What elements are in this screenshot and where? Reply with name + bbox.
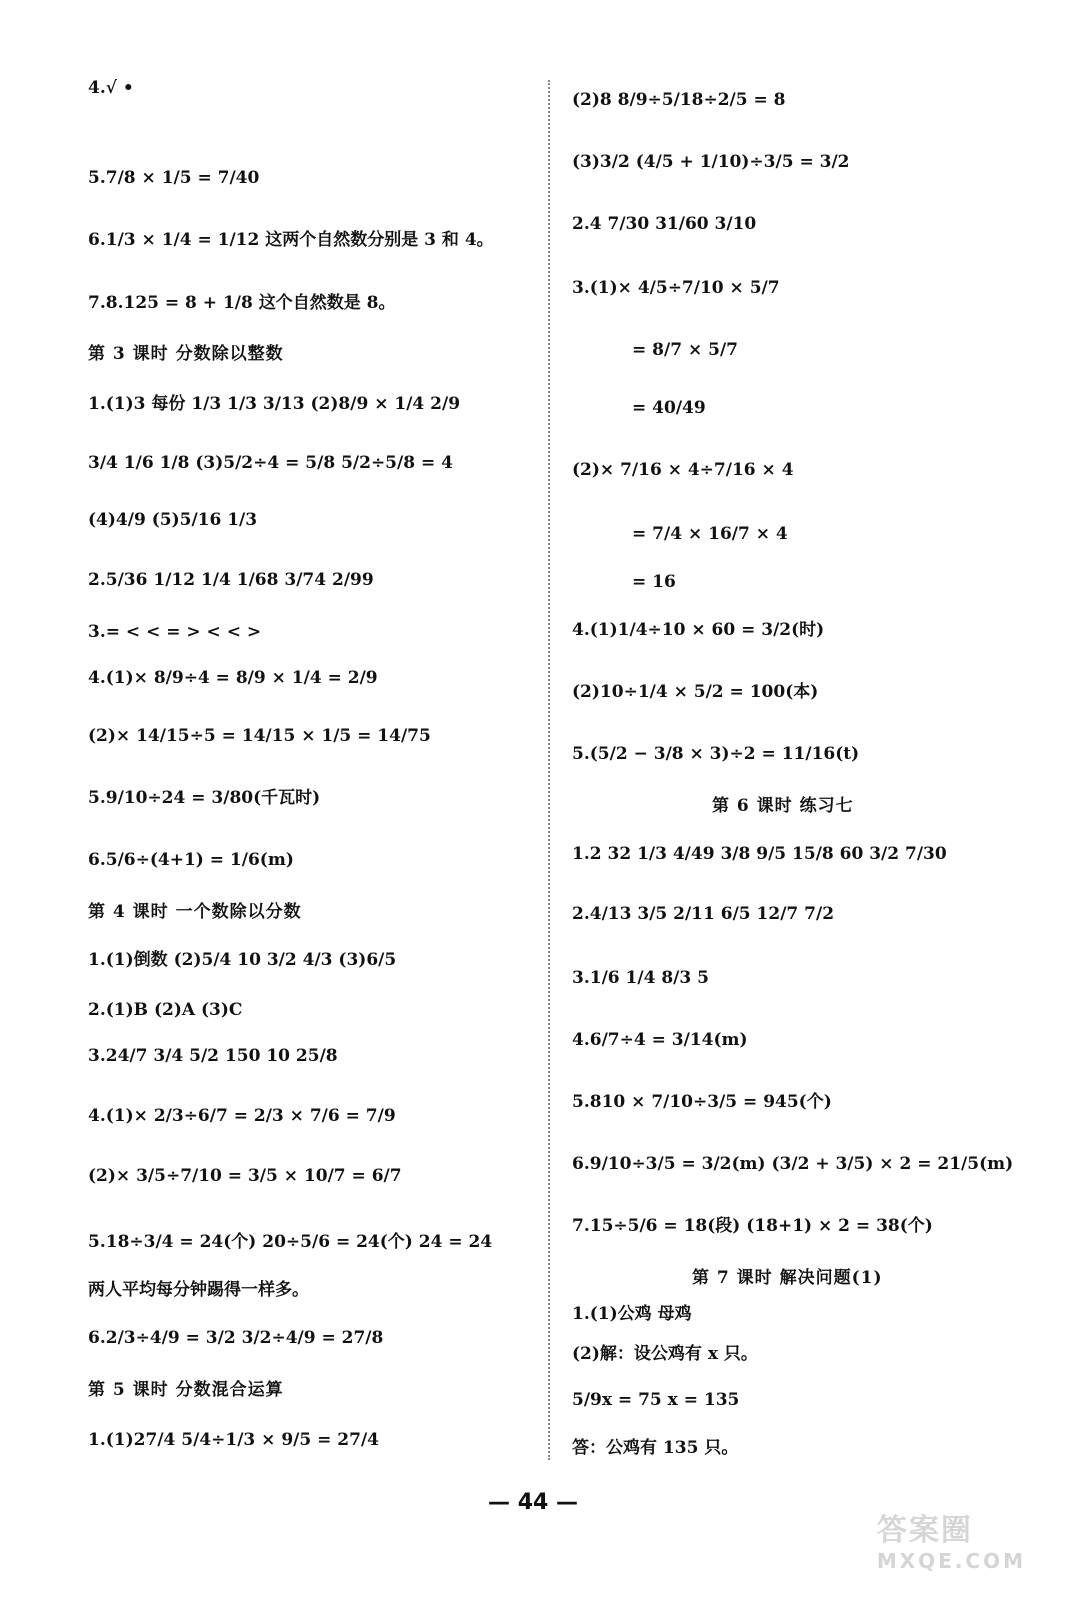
column-divider xyxy=(548,80,550,1460)
answer-line: 2.5/36 1/12 1/4 1/68 3/74 2/99 xyxy=(88,570,374,590)
answer-line: = 40/49 xyxy=(632,398,706,418)
answer-line: 3.24/7 3/4 5/2 150 10 25/8 xyxy=(88,1046,338,1066)
answer-line: 两人平均每分钟踢得一样多。 xyxy=(88,1280,309,1300)
answer-line: 6.5/6÷(4+1) = 1/6(m) xyxy=(88,850,294,870)
answer-line: 2.(1)B (2)A (3)C xyxy=(88,1000,243,1020)
answer-line: 2.4 7/30 31/60 3/10 xyxy=(572,214,757,234)
answer-line: 1.(1)倒数 (2)5/4 10 3/2 4/3 (3)6/5 xyxy=(88,950,397,970)
section-heading: 第 6 课时 练习七 xyxy=(712,796,854,816)
answer-line: 1.2 32 1/3 4/49 3/8 9/5 15/8 60 3/2 7/30 xyxy=(572,844,947,864)
answer-line: 4.(1)× 2/3÷6/7 = 2/3 × 7/6 = 7/9 xyxy=(88,1106,396,1126)
answer-line: 4.6/7÷4 = 3/14(m) xyxy=(572,1030,748,1050)
watermark-url: MXQE.COM xyxy=(876,1549,1026,1573)
answer-line: 5/9x = 75 x = 135 xyxy=(572,1390,740,1410)
answer-line: (2)× 14/15÷5 = 14/15 × 1/5 = 14/75 xyxy=(88,726,431,746)
answer-line: 3/4 1/6 1/8 (3)5/2÷4 = 5/8 5/2÷5/8 = 4 xyxy=(88,453,453,473)
answer-line: (2)× 7/16 × 4÷7/16 × 4 xyxy=(572,460,794,480)
answer-line: (2)× 3/5÷7/10 = 3/5 × 10/7 = 6/7 xyxy=(88,1166,402,1186)
answer-line: 1.(1)3 每份 1/3 1/3 3/13 (2)8/9 × 1/4 2/9 xyxy=(88,394,461,414)
answer-line: 4.(1)× 8/9÷4 = 8/9 × 1/4 = 2/9 xyxy=(88,668,378,688)
answer-line: 5.9/10÷24 = 3/80(千瓦时) xyxy=(88,788,321,808)
answer-line: 5.810 × 7/10÷3/5 = 945(个) xyxy=(572,1092,832,1112)
section-heading: 第 5 课时 分数混合运算 xyxy=(88,1380,284,1400)
answer-line: 5.(5/2 − 3/8 × 3)÷2 = 11/16(t) xyxy=(572,744,860,764)
answer-line: 3.(1)× 4/5÷7/10 × 5/7 xyxy=(572,278,780,298)
answer-line: 6.2/3÷4/9 = 3/2 3/2÷4/9 = 27/8 xyxy=(88,1328,384,1348)
answer-line: 5.7/8 × 1/5 = 7/40 xyxy=(88,168,260,188)
answer-line: 4.√ • xyxy=(88,78,134,98)
section-heading: 第 7 课时 解决问题(1) xyxy=(692,1268,883,1288)
section-heading: 第 4 课时 一个数除以分数 xyxy=(88,902,302,922)
answer-line: 7.15÷5/6 = 18(段) (18+1) × 2 = 38(个) xyxy=(572,1216,933,1236)
answer-line: 1.(1)27/4 5/4÷1/3 × 9/5 = 27/4 xyxy=(88,1430,379,1450)
watermark-text: 答案圈 xyxy=(876,1513,973,1548)
answer-line: (2)解：设公鸡有 x 只。 xyxy=(572,1344,758,1364)
answer-line: (4)4/9 (5)5/16 1/3 xyxy=(88,510,258,530)
answer-line: 3.= < < = > < < > xyxy=(88,622,262,642)
answer-line: (3)3/2 (4/5 + 1/10)÷3/5 = 3/2 xyxy=(572,152,850,172)
answer-line: 3.1/6 1/4 8/3 5 xyxy=(572,968,709,988)
answer-line: (2)8 8/9÷5/18÷2/5 = 8 xyxy=(572,90,786,110)
watermark-logo xyxy=(877,1505,1026,1573)
answer-line: 2.4/13 3/5 2/11 6/5 12/7 7/2 xyxy=(572,904,835,924)
answer-line: 4.(1)1/4÷10 × 60 = 3/2(时) xyxy=(572,620,825,640)
page-number: — 44 — xyxy=(488,1490,578,1515)
answer-line: 答：公鸡有 135 只。 xyxy=(572,1438,739,1458)
answer-line: 6.9/10÷3/5 = 3/2(m) (3/2 + 3/5) × 2 = 21/5(m) xyxy=(572,1154,1014,1174)
answer-line: 1.(1)公鸡 母鸡 xyxy=(572,1304,692,1324)
answer-line: 7.8.125 = 8 + 1/8 这个自然数是 8。 xyxy=(88,293,396,313)
answer-line: = 8/7 × 5/7 xyxy=(632,340,738,360)
answer-line: (2)10÷1/4 × 5/2 = 100(本) xyxy=(572,682,819,702)
answer-line: 5.18÷3/4 = 24(个) 20÷5/6 = 24(个) 24 = 24 xyxy=(88,1232,493,1252)
answer-line: = 7/4 × 16/7 × 4 xyxy=(632,524,788,544)
answer-line: = 16 xyxy=(632,572,676,592)
section-heading: 第 3 课时 分数除以整数 xyxy=(88,344,284,364)
answer-line: 6.1/3 × 1/4 = 1/12 这两个自然数分别是 3 和 4。 xyxy=(88,230,494,250)
